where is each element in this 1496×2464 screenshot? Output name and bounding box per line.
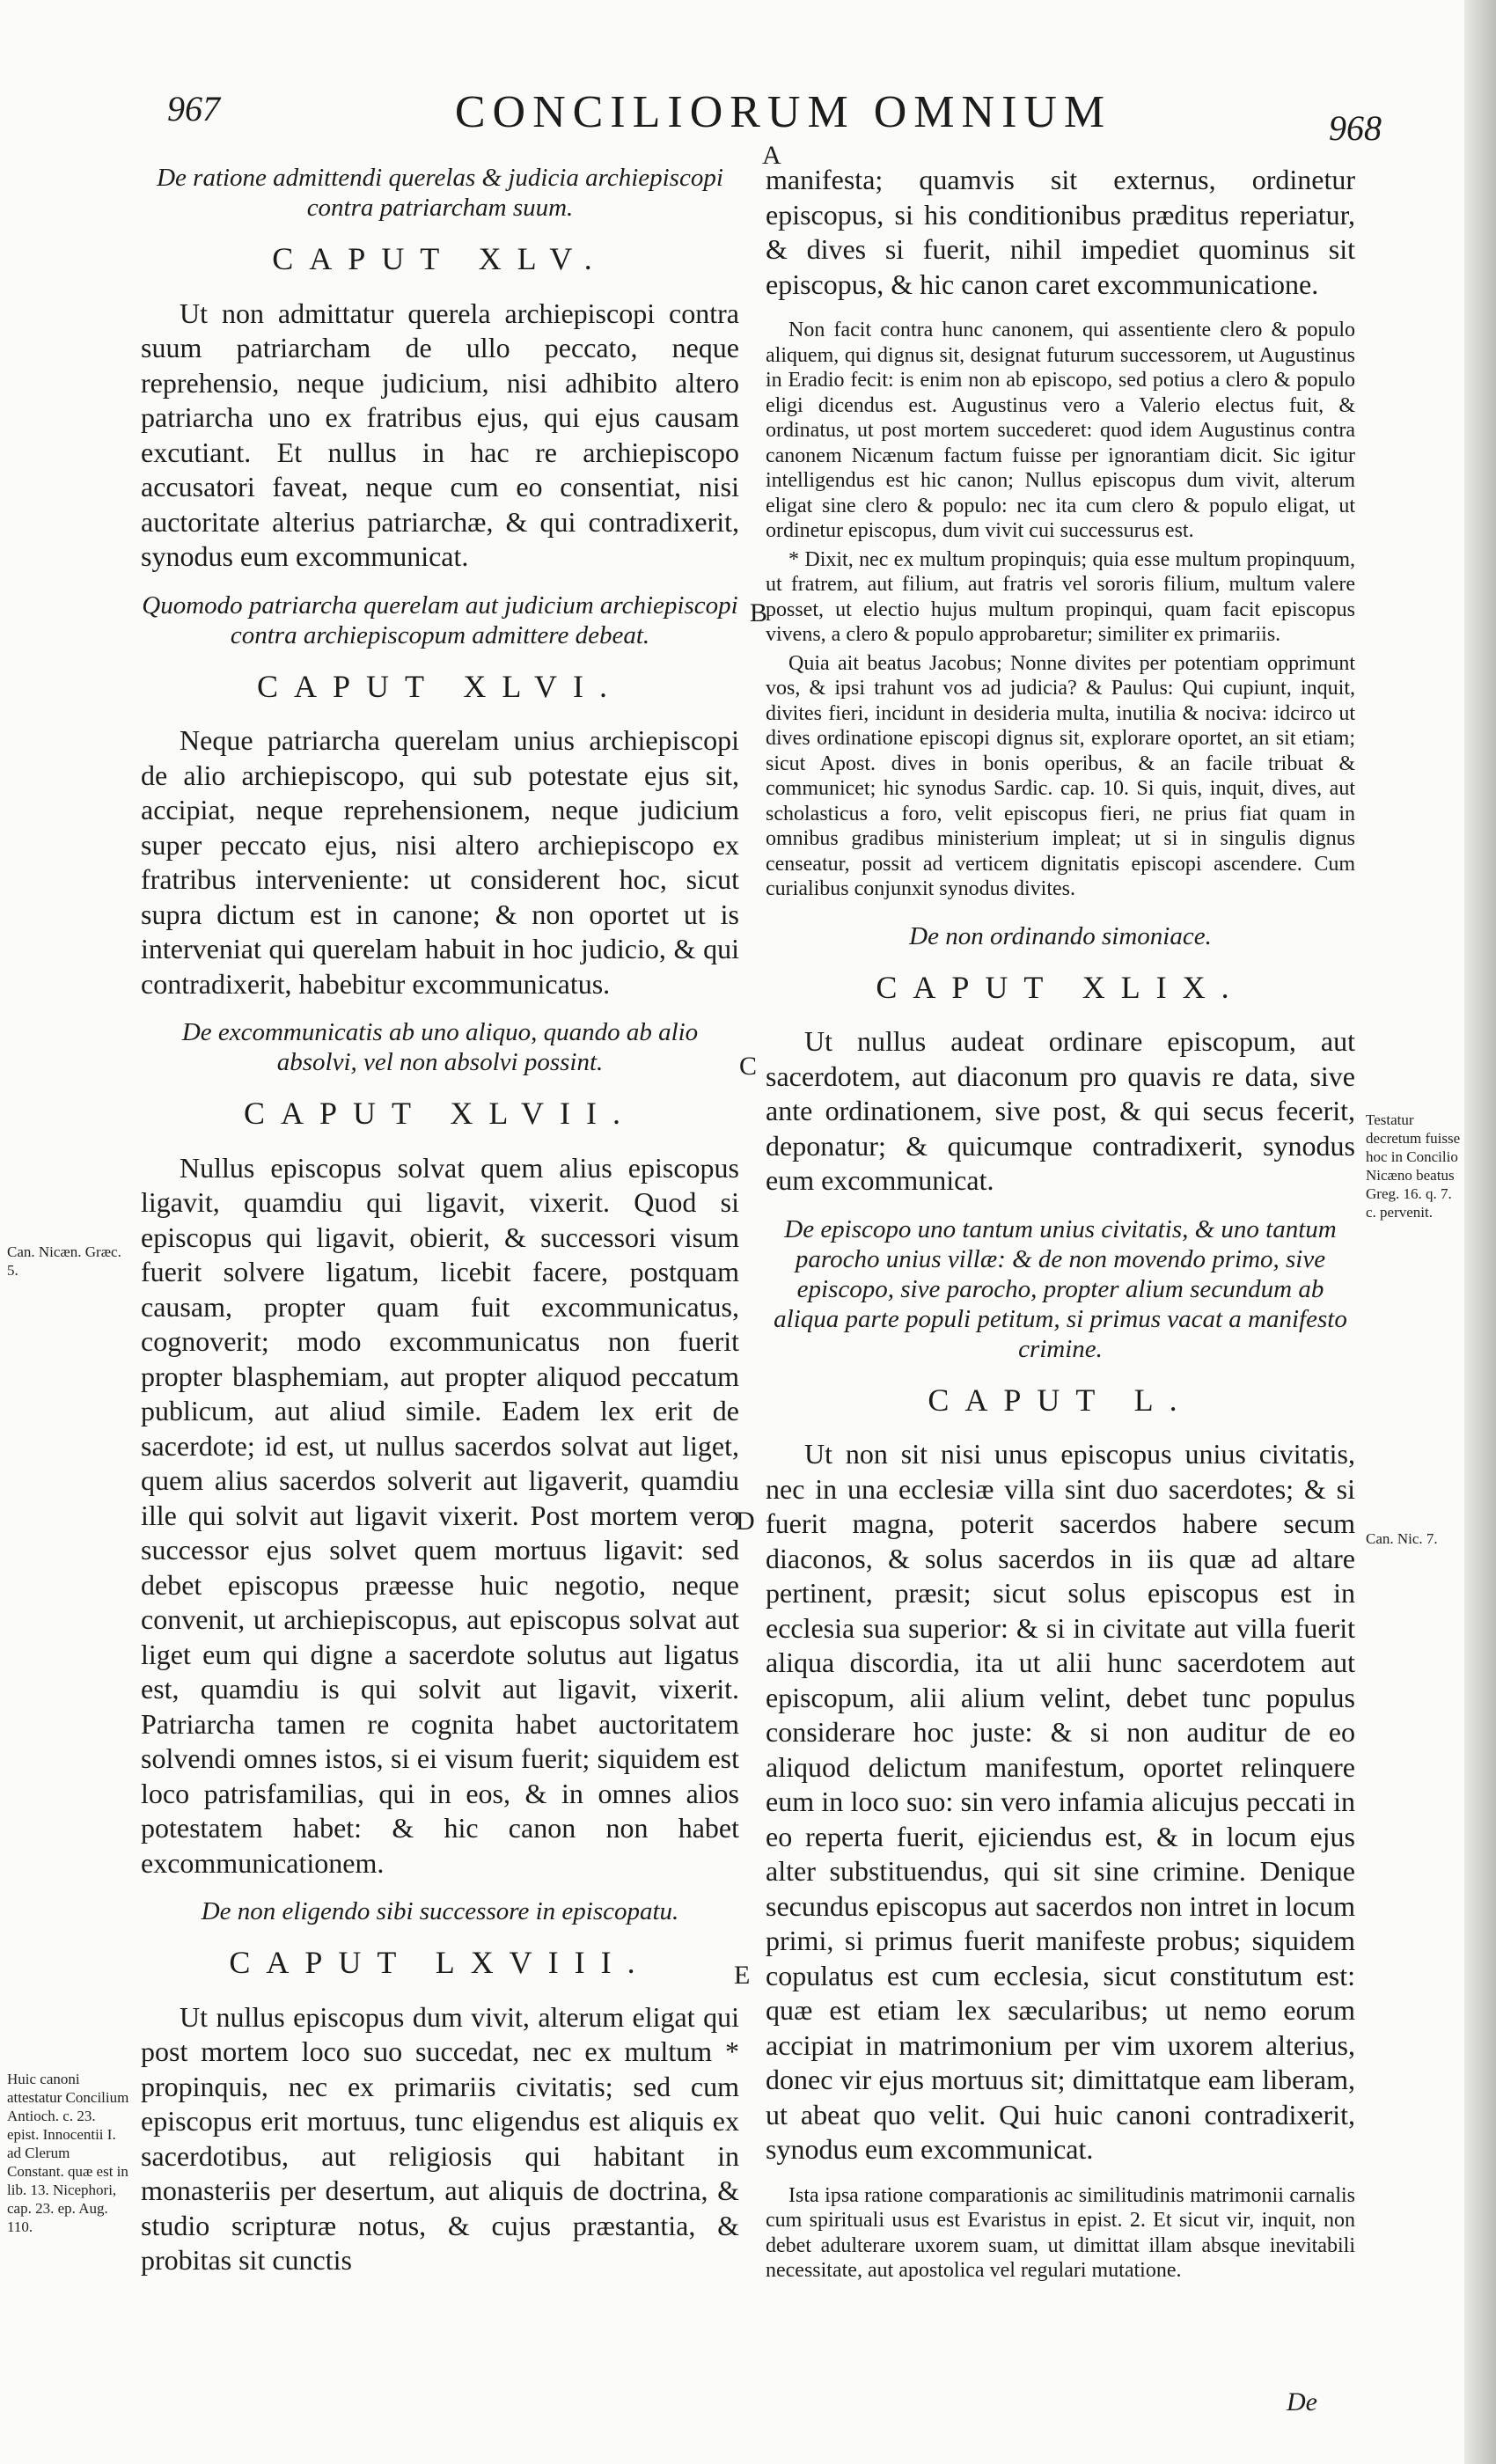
rubric-caput-50: De episcopo uno tantum unius civitatis, & uno tantum parocho unius villæ: & de non movendo primo, sive episcopo, sive parocho, propter alium secundum ab aliqua parte populi petitum, si primus vacat a manifesto crimine. [774,1214,1347,1363]
rubric-caput-46: Quomodo patriarcha querelam aut judicium archiepiscopi contra archiepiscopum admittere debeat. [142,590,738,649]
section-letter-b: B [750,598,768,627]
heading-caput-45: CAPUT XLV. [272,241,608,276]
margin-note-caput-50: Can. Nic. 7. [1366,1530,1438,1547]
section-letter-a: A [762,141,781,170]
heading-caput-48: CAPUT LXVIII. [229,1945,651,1980]
text-caput-48-continued: manifesta; quamvis sit externus, ordinetur episcopus, si his conditionibus præditus reperiatur, & dives si fuerit, nihil impediet quominus sit episcopus, & hic canon caret excommunicatione. [766,164,1355,300]
commentary-paragraph: Quia ait beatus Jacobus; Nonne divites per potentiam opprimunt vos, & ipsi trahunt vos ad judicia? & Paulus: Qui cupiunt, inquit, divites fieri, incidunt in desideria multa, inutilia & nociva: idcirco ut dives ordinatione episcopi dignus sit, explorare oportet, an sit etiam; sicut Apost. dives in bonis operibus, & an facile tribuat & communicet; hic synodus Sardic. cap. 10. Si quis, inquit, dives, aut scholasticus a foro, velit episcopus fieri, ne prius fiat quam in omnibus gradibus ministerium impleat; ut si in singulis dignus censeatur, possit ad verticem dignitatis episcopi ascendere. Cum curialibus conjunxit synodus divites. [766,651,1355,900]
left-column [141,163,739,2294]
heading-caput-47: CAPUT XLVII. [243,1096,637,1131]
text-caput-49: Ut nullus audeat ordinare episcopum, aut sacerdotem, aut diaconum pro quavis re data, sive ante ordinationem, sive post, & qui secus fecerit, deponatur; & quicumque contradixerit, synodus eum excommunicat. [766,1025,1355,1196]
rubric-caput-49: De non ordinando simoniace. [909,921,1212,950]
margin-note-caput-47: Can. Nicæn. Græc. 5. [7,1243,121,1279]
section-letter-e: E [734,1961,751,1990]
right-column [766,163,1355,2287]
page-edge-shadow [1464,0,1496,2464]
heading-caput-49: CAPUT XLIX. [876,969,1245,1005]
commentary-paragraph: * Dixit, nec ex multum propinquis; quia esse multum propinquum, ut fratrem, aut filium, aut fratris vel sororis filium, multum valere posset, ut electio hujus multum propinqui, quam facit episcopus vivens, a clero & populo approbaretur; similiter ex primariis. [766,547,1355,646]
section-letter-c: C [739,1052,758,1081]
margin-note-caput-48: Huic canoni attestatur Concilium Antioch. c. 23. epist. Innocentii I. ad Clerum Constant. quæ est in lib. 13. Nicephori, cap. 23. ep. Aug. 110. [7,2071,129,2235]
commentary-paragraph: Non facit contra hunc canonem, qui assentiente clero & populo aliquem, qui dignus sit, designat futurum successorem, ut Augustinus in Eradio fecit: is enim non ab episcopo, sed potius a clero & populo eligi dicendus est. Augustinus vero a Valerio electus fuit, & ordinatus, ut post mortem succederet: quod idem Augustinus contra canonem Nicænum factum fuisse per ignorantiam dicit. Sic igitur intelligendus est hic canon; Nullus episcopus dum vivit, alterum eligat sine clero & populo: nec ita cum clero & populo eligat, ut ordinetur episcopus, dum vivit cui successurus est. [766,319,1355,542]
heading-caput-50: CAPUT L. [928,1382,1193,1418]
catchword: De [1287,2387,1317,2416]
text-caput-48: Ut nullus episcopus dum vivit, alterum eligat qui post mortem loco suo succedat, nec ex multum * propinquis, nec ex primariis civitatis; sed cum episcopus erit mortuus, tunc eligendus est aliquis ex sacerdotibus, aut religiosis qui habitant in monasteriis per desertum, aut aliquis de doctrina, & studio scripturæ notus, & cujus præstantia, & probitas sit cunctis [141,2000,739,2276]
text-caput-47: Nullus episcopus solvat quem alius episcopus ligavit, quamdiu qui ligavit, vixerit. Quod si episcopus qui ligavit, obierit, & successori visum fuerit solvere ligatum, licebit facere, postquam causam, propter quam fuit excommunicatus, cognoverit; modo excommunicatus non fuerit propter blasphemiam, aut propter aliquod peccatum publicum, aut aliud simile. Eadem lex erit de sacerdote; id est, ut nullus sacerdos solvat aut liget, quem alius sacerdos solverit aut ligaverit, quamdiu ille qui solvit aut ligavit vixerit. Post mortem vero successor ejus solvet quem mortuus ligavit: sed debet episcopus præesse huic negotio, neque convenit, ut archiepiscopus, aut episcopus solvat aut liget eum qui digne a sacerdote solutus aut ligatus est, quamdiu is qui solvit aut ligavit, vixerit. Patriarcha tamen re cognita habet auctoritatem solvendi omnes istos, si ei visum fuerit; siquidem est loco patrisfamilias, qui in eos, & in omnes alios potestatem habet: & hic canon non habet excommunicationem. [141,1151,739,1879]
rubric-caput-47: De excommunicatis ab uno aliquo, quando ab alio absolvi, vel non absolvi possint. [181,1018,699,1076]
commentary-caput-50 [766,2183,1355,2284]
page-number-left: 967 [167,89,220,128]
text-caput-45: Ut non admittatur querela archiepiscopi contra suum patriarcham de ullo peccato, neque reprehensio, neque judicium, nisi adhibito altero patriarcha uno ex fratribus ejus, qui ejus causam excutiant. Et nullus in hac re archiepiscopo accusatori faveat, neque cum eo consentiat, nisi auctoritate alterius patriarchæ, & qui contradixerit, synodus eum excommunicat. [141,297,739,572]
commentary-paragraph: Ista ipsa ratione comparationis ac similitudinis matrimonii carnalis cum spirituali usus est Evaristus in epist. 2. Et sicut vir, inquit, non debet adulterare uxorem suam, ut dimittat illam absque inevitabili necessitate, aut apostolica vel regulari mutatione. [766,2183,1355,2282]
running-title: CONCILIORUM OMNIUM [454,87,1112,137]
heading-caput-46: CAPUT XLVI. [256,668,624,704]
text-caput-46: Neque patriarcha querelam unius archiepiscopi de alio archiepiscopo, qui sub potestate ejus sit, accipiat, neque reprehensionem, neque judicium super peccato ejus, nisi altero archiepiscopo ex fratribus interveniente: ut considerent hoc, sicut supra dictum est in canone; & non oportet ut is interveniat qui querelam habuit in hoc judicio, & qui contradixerit, habebitur excommunicatus. [141,724,739,1000]
section-letter-d: D [736,1507,755,1536]
margin-note-caput-49: Testatur decretum fuisse hoc in Concilio Nicæno beatus Greg. 16. q. 7. c. pervenit. [1366,1111,1461,1221]
text-caput-50: Ut non sit nisi unus episcopus unius civitatis, nec in una ecclesiæ villa sint duo sacerdotes; & si fuerit magna, poterit sacerdos habere secum diaconos, & solus sacerdos in iis quæ ad altare pertinent, præsit; sicut solus episcopus est in ecclesia sua superior: & si in civitate aut villa fuerit aliqua discordia, ita ut alii hunc sacerdotem aut episcopum, alii alium velint, debet tunc populus considerare hoc juste: & si non auditur de eo aliquod delictum manifestum, oportet relinquere eum in loco suo: sin vero infamia alicujus peccati in eo reperta fuerit, ejiciendus est, & in locum ejus alter substituendus, qui sit sine crimine. Denique secundus episcopus aut sacerdos non intret in locum primi, si primus fuerit manifeste probus; siquidem copulatus est cum ecclesia, sicut constitutum est: quæ est etiam lex sæcularibus; ut nemo eorum accipiat in matrimonium per vim uxorem alterius, donec vir ejus mortuus sit; dimittatque eam liberam, ut abeat quo velit. Qui huic canoni contradixerit, synodus eum excommunicat. [766,1438,1355,2165]
rubric-caput-48: De non eligendo sibi successore in episcopatu. [201,1897,679,1925]
commentary-caput-48 [766,318,1355,902]
page-number-right: 968 [1329,108,1382,148]
rubric-caput-45: De ratione admittendi querelas & judicia archiepiscopi contra patriarcham suum. [157,164,723,222]
